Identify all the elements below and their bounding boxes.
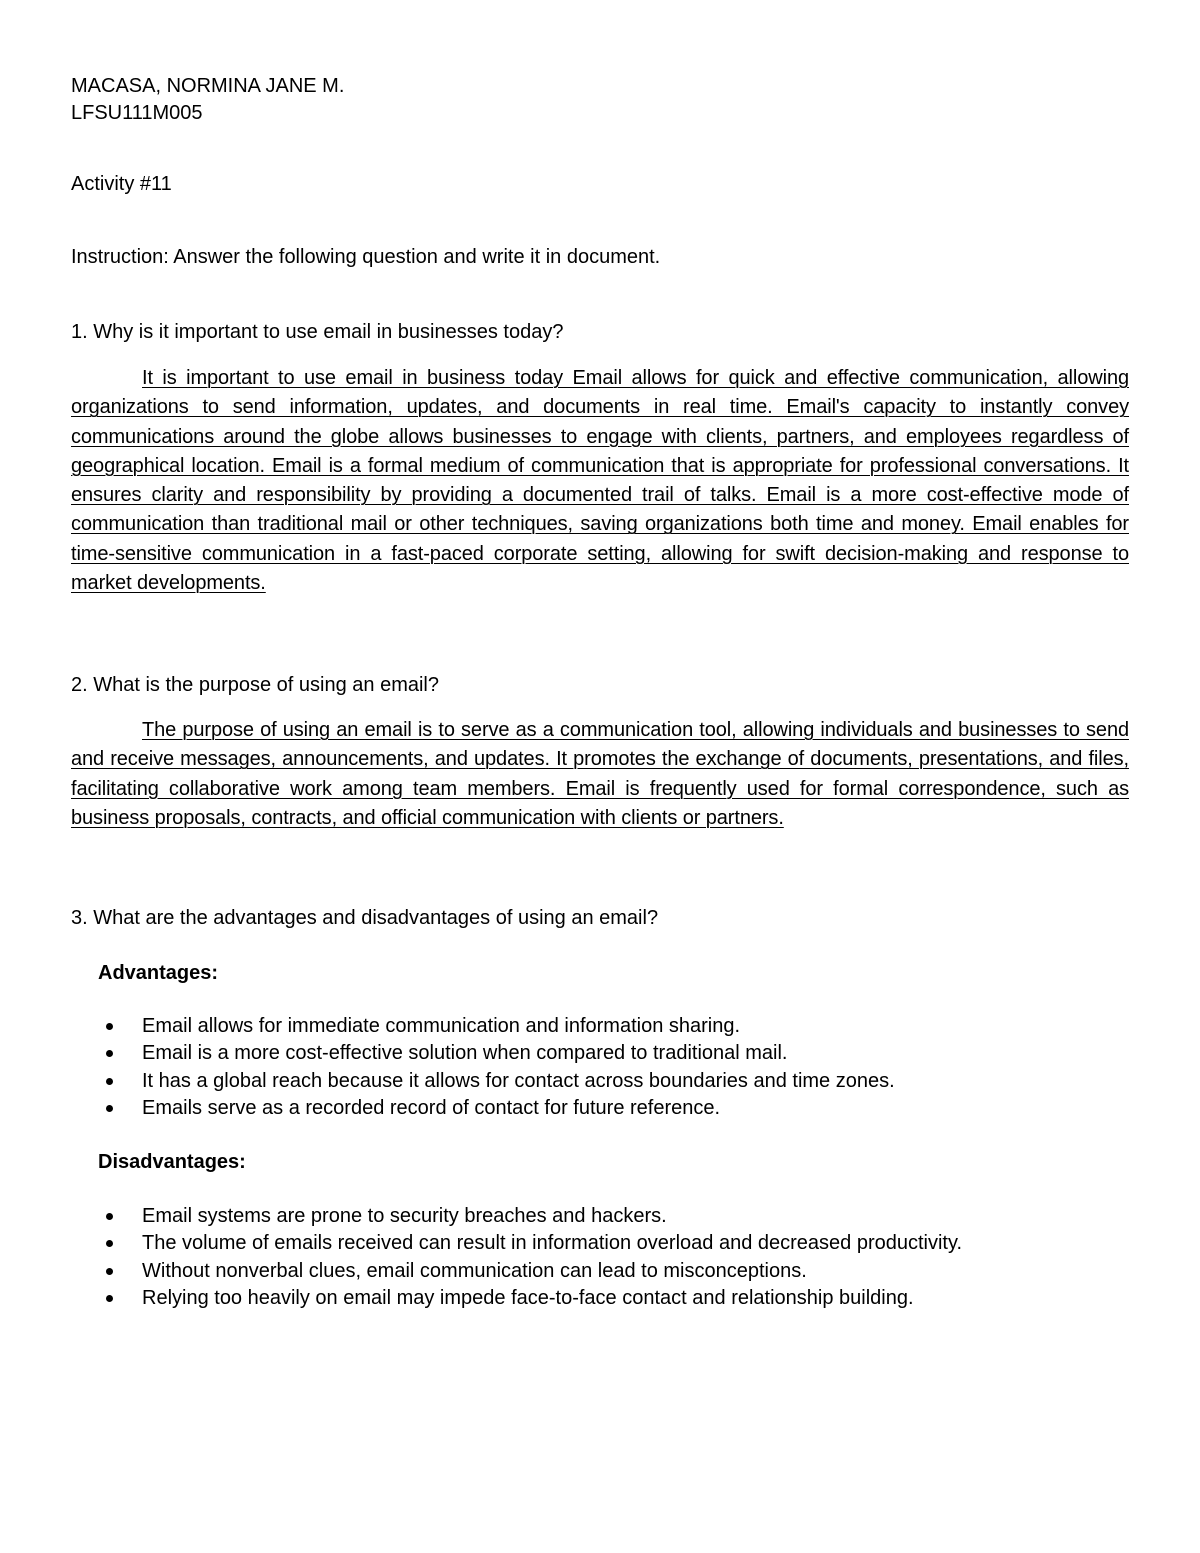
list-item xyxy=(71,1258,962,1285)
list-item xyxy=(71,1040,895,1067)
list-item xyxy=(71,1285,962,1312)
advantages-list xyxy=(71,1013,895,1122)
list-item-text: It has a global reach because it allows for contact across boundaries and time zones. xyxy=(142,1069,895,1092)
bullet-icon xyxy=(106,1240,113,1247)
question-3: 3. What are the advantages and disadvantages of using an email? xyxy=(71,907,659,929)
list-item-text: Without nonverbal clues, email communication can lead to misconceptions. xyxy=(142,1259,807,1282)
student-name: MACASA, NORMINA JANE M. xyxy=(71,75,345,97)
list-item-text: Email systems are prone to security breaches and hackers. xyxy=(142,1205,667,1227)
list-item xyxy=(71,1230,962,1257)
student-id: LFSU111M005 xyxy=(71,102,203,124)
list-item-text: Relying too heavily on email may impede face-to-face contact and relationship building. xyxy=(142,1286,914,1309)
list-item xyxy=(71,1068,895,1095)
disadvantages-list xyxy=(71,1203,962,1312)
list-item xyxy=(71,1203,962,1230)
advantages-heading: Advantages: xyxy=(98,962,219,984)
bullet-icon xyxy=(106,1213,113,1220)
bullet-icon xyxy=(106,1268,113,1275)
bullet-icon xyxy=(106,1295,113,1302)
instruction-text: Instruction: Answer the following question and write it in document. xyxy=(71,246,661,268)
list-item-text: Email allows for immediate communication and information sharing. xyxy=(142,1015,741,1037)
list-item-text: The volume of emails received can result in information overload and decreased productivity. xyxy=(142,1232,963,1255)
question-2: 2. What is the purpose of using an email? xyxy=(71,674,439,696)
list-item xyxy=(71,1095,895,1122)
activity-title: Activity #11 xyxy=(71,173,172,195)
bullet-icon xyxy=(106,1050,113,1057)
disadvantages-heading: Disadvantages: xyxy=(98,1151,246,1173)
bullet-icon xyxy=(106,1105,113,1112)
list-item xyxy=(71,1013,895,1040)
bullet-icon xyxy=(106,1078,113,1085)
answer-1: It is important to use email in business today Email allows for quick and effective communication, allowing organizations to send information, updates, and documents in real time. Email's capacity to instantly convey communications around the globe allows businesses to engage with clients, partners, and employees regardless of geographical location. Email is a formal medium of communication that is appropriate for professional conversations. It ensures clarity and responsibility by providing a documented trail of talks. Email is a more cost-effective mode of communication than traditional mail or other techniques, saving organizations both time and money. Email enables for time-sensitive communication in a fast-paced corporate setting, allowing for swift decision-making and response to market developments. xyxy=(71,367,1129,595)
question-1: 1. Why is it important to use email in businesses today? xyxy=(71,321,564,343)
list-item-text: Emails serve as a recorded record of contact for future reference. xyxy=(142,1096,721,1119)
answer-2: The purpose of using an email is to serve as a communication tool, allowing individuals and businesses to send and receive messages, announcements, and updates. It promotes the exchange of documents, presentations, and files, facilitating collaborative work among team members. Email is frequently used for formal correspondence, such as business proposals, contracts, and official communication with clients or partners. xyxy=(71,719,1129,829)
list-item-text: Email is a more cost-effective solution when compared to traditional mail. xyxy=(142,1042,788,1065)
bullet-icon xyxy=(106,1023,113,1030)
